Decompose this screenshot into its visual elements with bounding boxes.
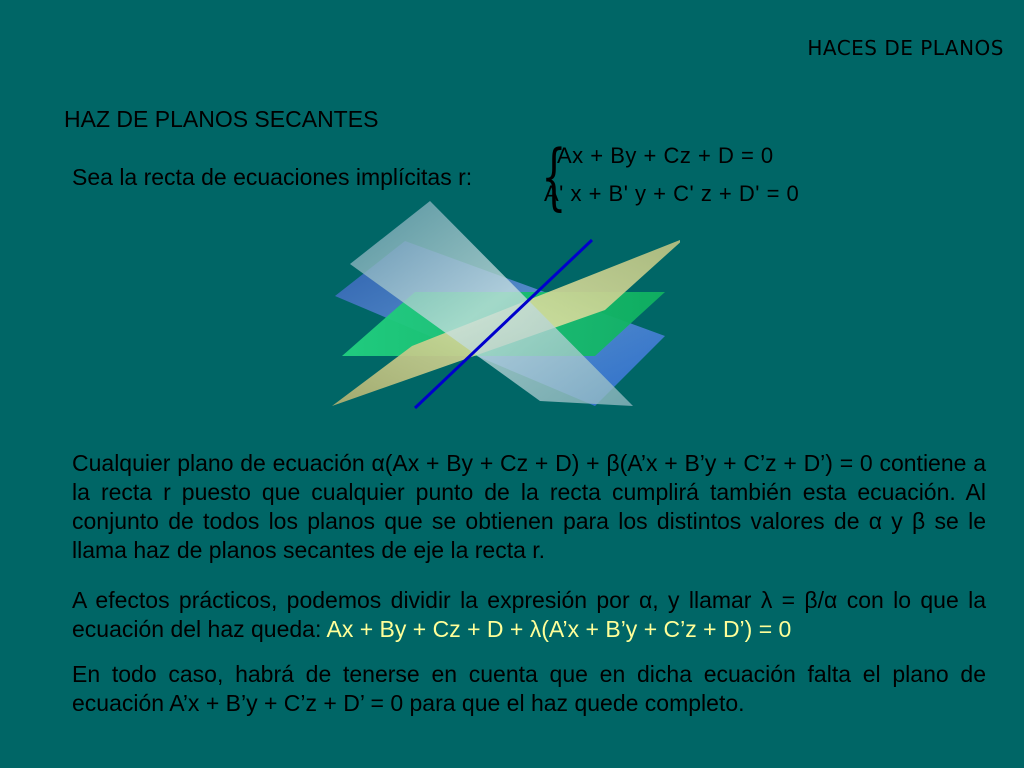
bundle-equation: Ax + By + Cz + D + λ(A’x + B’y + C’z + D’) = 0 bbox=[326, 616, 792, 642]
paragraph-2 bbox=[72, 586, 986, 644]
paragraph-1: Cualquier plano de ecuación α(Ax + By + Cz + D) + β(A’x + B’y + C’z + D’) = 0 contiene a la recta r puesto que cualquier punto de la recta cumplirá también esta ecuación. Al conjunto de todos los planos que se obtienen para los distintos valores de α y β se le llama haz de planos secantes de eje la recta r. bbox=[72, 450, 986, 563]
paragraph-2-text: A efectos prácticos, podemos dividir la expresión por α, y llamar λ = β/α con lo que la ecuación del haz queda: bbox=[72, 587, 986, 642]
section-title: HAZ DE PLANOS SECANTES bbox=[64, 106, 379, 132]
intro-text: Sea la recta de ecuaciones implícitas r: bbox=[72, 164, 473, 190]
paragraph-3: En todo caso, habrá de tenerse en cuenta que en dicha ecuación falta el plano de ecuación A’x + B’y + C’z + D’ = 0 para que el haz quede completo. bbox=[72, 661, 986, 716]
equation-2: A' x + B' y + C' z + D' = 0 bbox=[544, 181, 800, 206]
planes-figure bbox=[320, 196, 680, 416]
system-brace: { bbox=[541, 134, 567, 218]
page-header: HACES DE PLANOS bbox=[807, 36, 1004, 60]
equation-1: Ax + By + Cz + D = 0 bbox=[557, 143, 774, 168]
